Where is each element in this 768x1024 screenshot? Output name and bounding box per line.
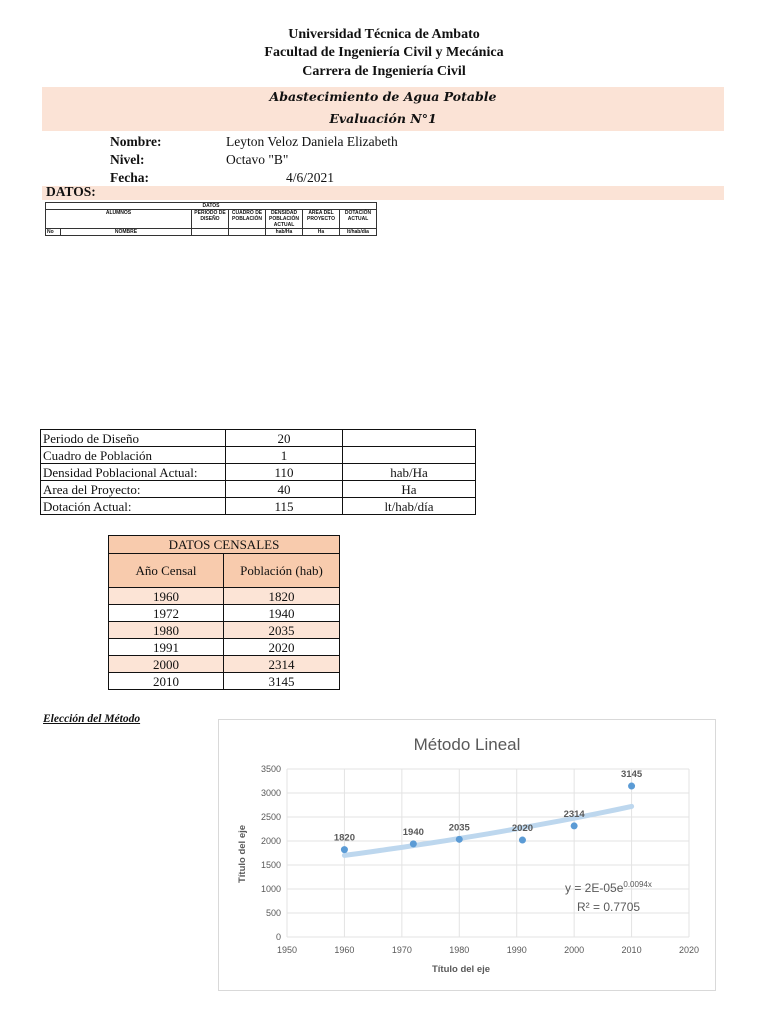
- param-unit: hab/Ha: [343, 464, 476, 481]
- census-pop: 2314: [224, 656, 340, 673]
- param-value: 1: [226, 447, 343, 464]
- y-tick-label: 1500: [260, 860, 281, 870]
- table-row: [109, 673, 340, 690]
- census-title: DATOS CENSALES: [109, 536, 340, 554]
- census-col-year: Año Censal: [109, 554, 224, 588]
- r-squared: R² = 0.7705: [577, 900, 641, 914]
- param-value: 20: [226, 430, 343, 447]
- census-year: 1980: [109, 622, 224, 639]
- evaluation-title: Evaluación N°1: [329, 111, 437, 126]
- census-pop: 2035: [224, 622, 340, 639]
- census-year: 2010: [109, 673, 224, 690]
- chart-svg: [219, 720, 715, 990]
- param-label: Periodo de Diseño: [41, 430, 226, 447]
- data-point: [519, 837, 526, 844]
- data-point: [410, 840, 417, 847]
- datos-band: [42, 186, 724, 200]
- census-year: 1960: [109, 588, 224, 605]
- census-pop: 3145: [224, 673, 340, 690]
- faculty-name: Facultad de Ingeniería Civil y Mecánica: [264, 45, 504, 60]
- param-label: Densidad Poblacional Actual:: [41, 464, 226, 481]
- subject-title: Abastecimiento de Agua Potable: [269, 89, 497, 104]
- y-tick-label: 3500: [260, 764, 281, 774]
- param-row: [41, 447, 476, 464]
- param-value: 110: [226, 464, 343, 481]
- trendline: [344, 806, 631, 855]
- param-unit: [343, 447, 476, 464]
- census-pop: 1940: [224, 605, 340, 622]
- param-row: [41, 464, 476, 481]
- y-tick-label: 1000: [260, 884, 281, 894]
- mini-col-cuadro: CUADRO DE POBLACIÓN: [229, 210, 266, 229]
- table-row: [109, 656, 340, 673]
- mini-col-area: AREA DEL PROYECTO: [303, 210, 340, 229]
- data-label: 1940: [402, 826, 424, 838]
- mini-table-title: DATOS: [46, 203, 377, 210]
- x-tick-label: 1970: [391, 945, 412, 955]
- chart-title: Método Lineal: [413, 735, 521, 754]
- level-label: Nivel:: [110, 152, 145, 167]
- mini-col-periodo: PERIODO DE DISEÑO: [192, 210, 229, 229]
- date-label: Fecha:: [110, 170, 149, 185]
- x-axis-title: Título del eje: [431, 964, 491, 975]
- mini-sub-ha: Ha: [303, 229, 340, 236]
- y-tick-label: 3000: [260, 788, 281, 798]
- career-name: Carrera de Ingeniería Civil: [302, 64, 466, 79]
- param-row: [41, 430, 476, 447]
- table-row: [109, 588, 340, 605]
- x-tick-label: 2020: [678, 945, 700, 955]
- param-label: Area del Proyecto:: [41, 481, 226, 498]
- x-tick-label: 1990: [506, 945, 527, 955]
- y-tick-label: 0: [275, 932, 281, 942]
- census-pop: 1820: [224, 588, 340, 605]
- method-label: Elección del Método: [43, 713, 141, 725]
- census-pop: 2020: [224, 639, 340, 656]
- y-tick-label: 500: [265, 908, 281, 918]
- y-tick-label: 2500: [260, 812, 281, 822]
- datos-label: DATOS:: [46, 184, 96, 199]
- mini-sub-nombre: NOMBRE: [61, 229, 192, 236]
- table-row: [109, 639, 340, 656]
- table-row: [109, 622, 340, 639]
- params-table: [40, 429, 476, 515]
- data-label: 1820: [333, 832, 355, 844]
- mini-sub-lt: lt/hab/dia: [340, 229, 377, 236]
- census-year: 1972: [109, 605, 224, 622]
- census-year: 2000: [109, 656, 224, 673]
- level-value: Octavo "B": [226, 152, 289, 167]
- x-tick-label: 1960: [334, 945, 355, 955]
- data-point: [456, 836, 463, 843]
- chart-container: [218, 719, 716, 991]
- param-label: Cuadro de Población: [41, 447, 226, 464]
- param-row: [41, 498, 476, 515]
- data-point: [341, 846, 348, 853]
- y-tick-label: 2000: [260, 836, 281, 846]
- x-tick-label: 1950: [276, 945, 298, 955]
- mini-col-densidad: DENSIDAD POBLACIÓN ACTUAL: [266, 210, 303, 229]
- param-label: Dotación Actual:: [41, 498, 226, 515]
- data-label: 2314: [563, 808, 585, 820]
- data-label: 2020: [511, 823, 534, 835]
- trend-equation: $y = 2E-05e^{0.0094x}$: [565, 880, 652, 895]
- university-name: Universidad Técnica de Ambato: [288, 27, 480, 42]
- table-row: [109, 605, 340, 622]
- mini-data-table: [45, 202, 377, 236]
- mini-col-dotacion: DOTACIÓN ACTUAL: [340, 210, 377, 229]
- x-tick-label: 2000: [564, 945, 585, 955]
- mini-sub-hab: hab/Ha: [266, 229, 303, 236]
- param-unit: [343, 430, 476, 447]
- mini-col-alumnos: ALUMNOS: [46, 210, 192, 229]
- x-tick-label: 1980: [449, 945, 470, 955]
- param-value: 40: [226, 481, 343, 498]
- census-col-pop: Población (hab): [224, 554, 340, 588]
- census-table: [108, 535, 340, 690]
- y-axis-title: Título del eje: [237, 824, 248, 884]
- data-point: [628, 783, 635, 790]
- param-row: [41, 481, 476, 498]
- data-label: 2035: [448, 822, 470, 834]
- param-unit: Ha: [343, 481, 476, 498]
- name-value: Leyton Veloz Daniela Elizabeth: [226, 134, 398, 149]
- name-label: Nombre:: [110, 134, 162, 149]
- date-value: 4/6/2021: [286, 170, 335, 185]
- param-value: 115: [226, 498, 343, 515]
- subject-band: [42, 87, 724, 131]
- census-year: 1991: [109, 639, 224, 656]
- data-label: 3145: [621, 769, 643, 781]
- data-point: [571, 822, 578, 829]
- x-tick-label: 2010: [621, 945, 642, 955]
- param-unit: lt/hab/día: [343, 498, 476, 515]
- mini-sub-no: No: [46, 229, 61, 236]
